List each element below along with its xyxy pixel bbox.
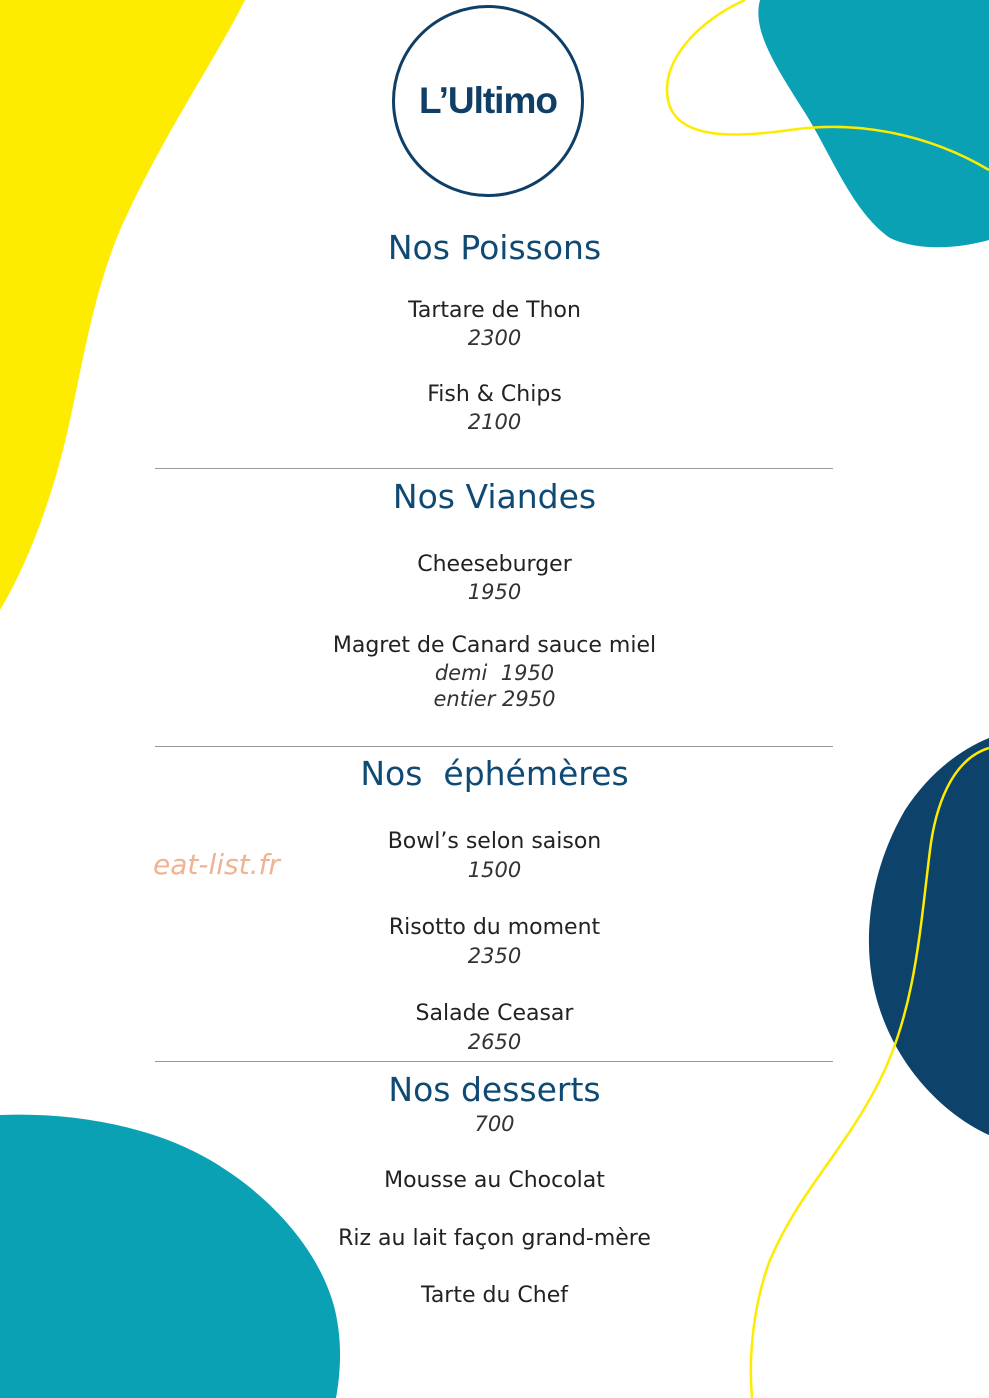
- menu-item-price-full: entier 2950: [433, 687, 556, 711]
- section-heading-ephemeres: Nos éphémères: [360, 754, 629, 793]
- menu-item-name: Tarte du Chef: [421, 1283, 568, 1308]
- menu-item-name: Cheeseburger: [417, 552, 572, 577]
- menu-item-price: 1500: [467, 858, 522, 882]
- section-divider: [155, 1061, 833, 1062]
- section-divider: [155, 468, 833, 469]
- menu-item-name: Salade Ceasar: [415, 1001, 574, 1026]
- menu-item-price: 2300: [467, 326, 522, 350]
- section-heading-desserts: Nos desserts: [388, 1070, 601, 1109]
- menu-item-price: 2100: [467, 410, 522, 434]
- section-heading-poissons: Nos Poissons: [387, 228, 602, 267]
- menu-item-name: Risotto du moment: [388, 915, 601, 940]
- section-heading-viandes: Nos Viandes: [392, 477, 597, 516]
- menu-item-name: Mousse au Chocolat: [384, 1168, 605, 1193]
- menu-item-price-half: demi 1950: [434, 661, 555, 685]
- logo-text: L’Ultimo: [419, 80, 557, 121]
- desserts-price: 700: [474, 1112, 515, 1136]
- menu-item-name: Magret de Canard sauce miel: [332, 633, 657, 658]
- section-divider: [155, 746, 833, 747]
- menu-item-price: 1950: [467, 580, 522, 604]
- menu-item-name: Tartare de Thon: [408, 298, 581, 323]
- menu-item-name: Bowl’s selon saison: [387, 829, 602, 854]
- menu-item-name: Fish & Chips: [427, 382, 562, 407]
- watermark-text: eat-list.fr: [153, 848, 280, 881]
- menu-item-price: 2650: [467, 1030, 522, 1054]
- menu-item-name: Riz au lait façon grand-mère: [338, 1226, 651, 1251]
- menu-item-price: 2350: [467, 944, 522, 968]
